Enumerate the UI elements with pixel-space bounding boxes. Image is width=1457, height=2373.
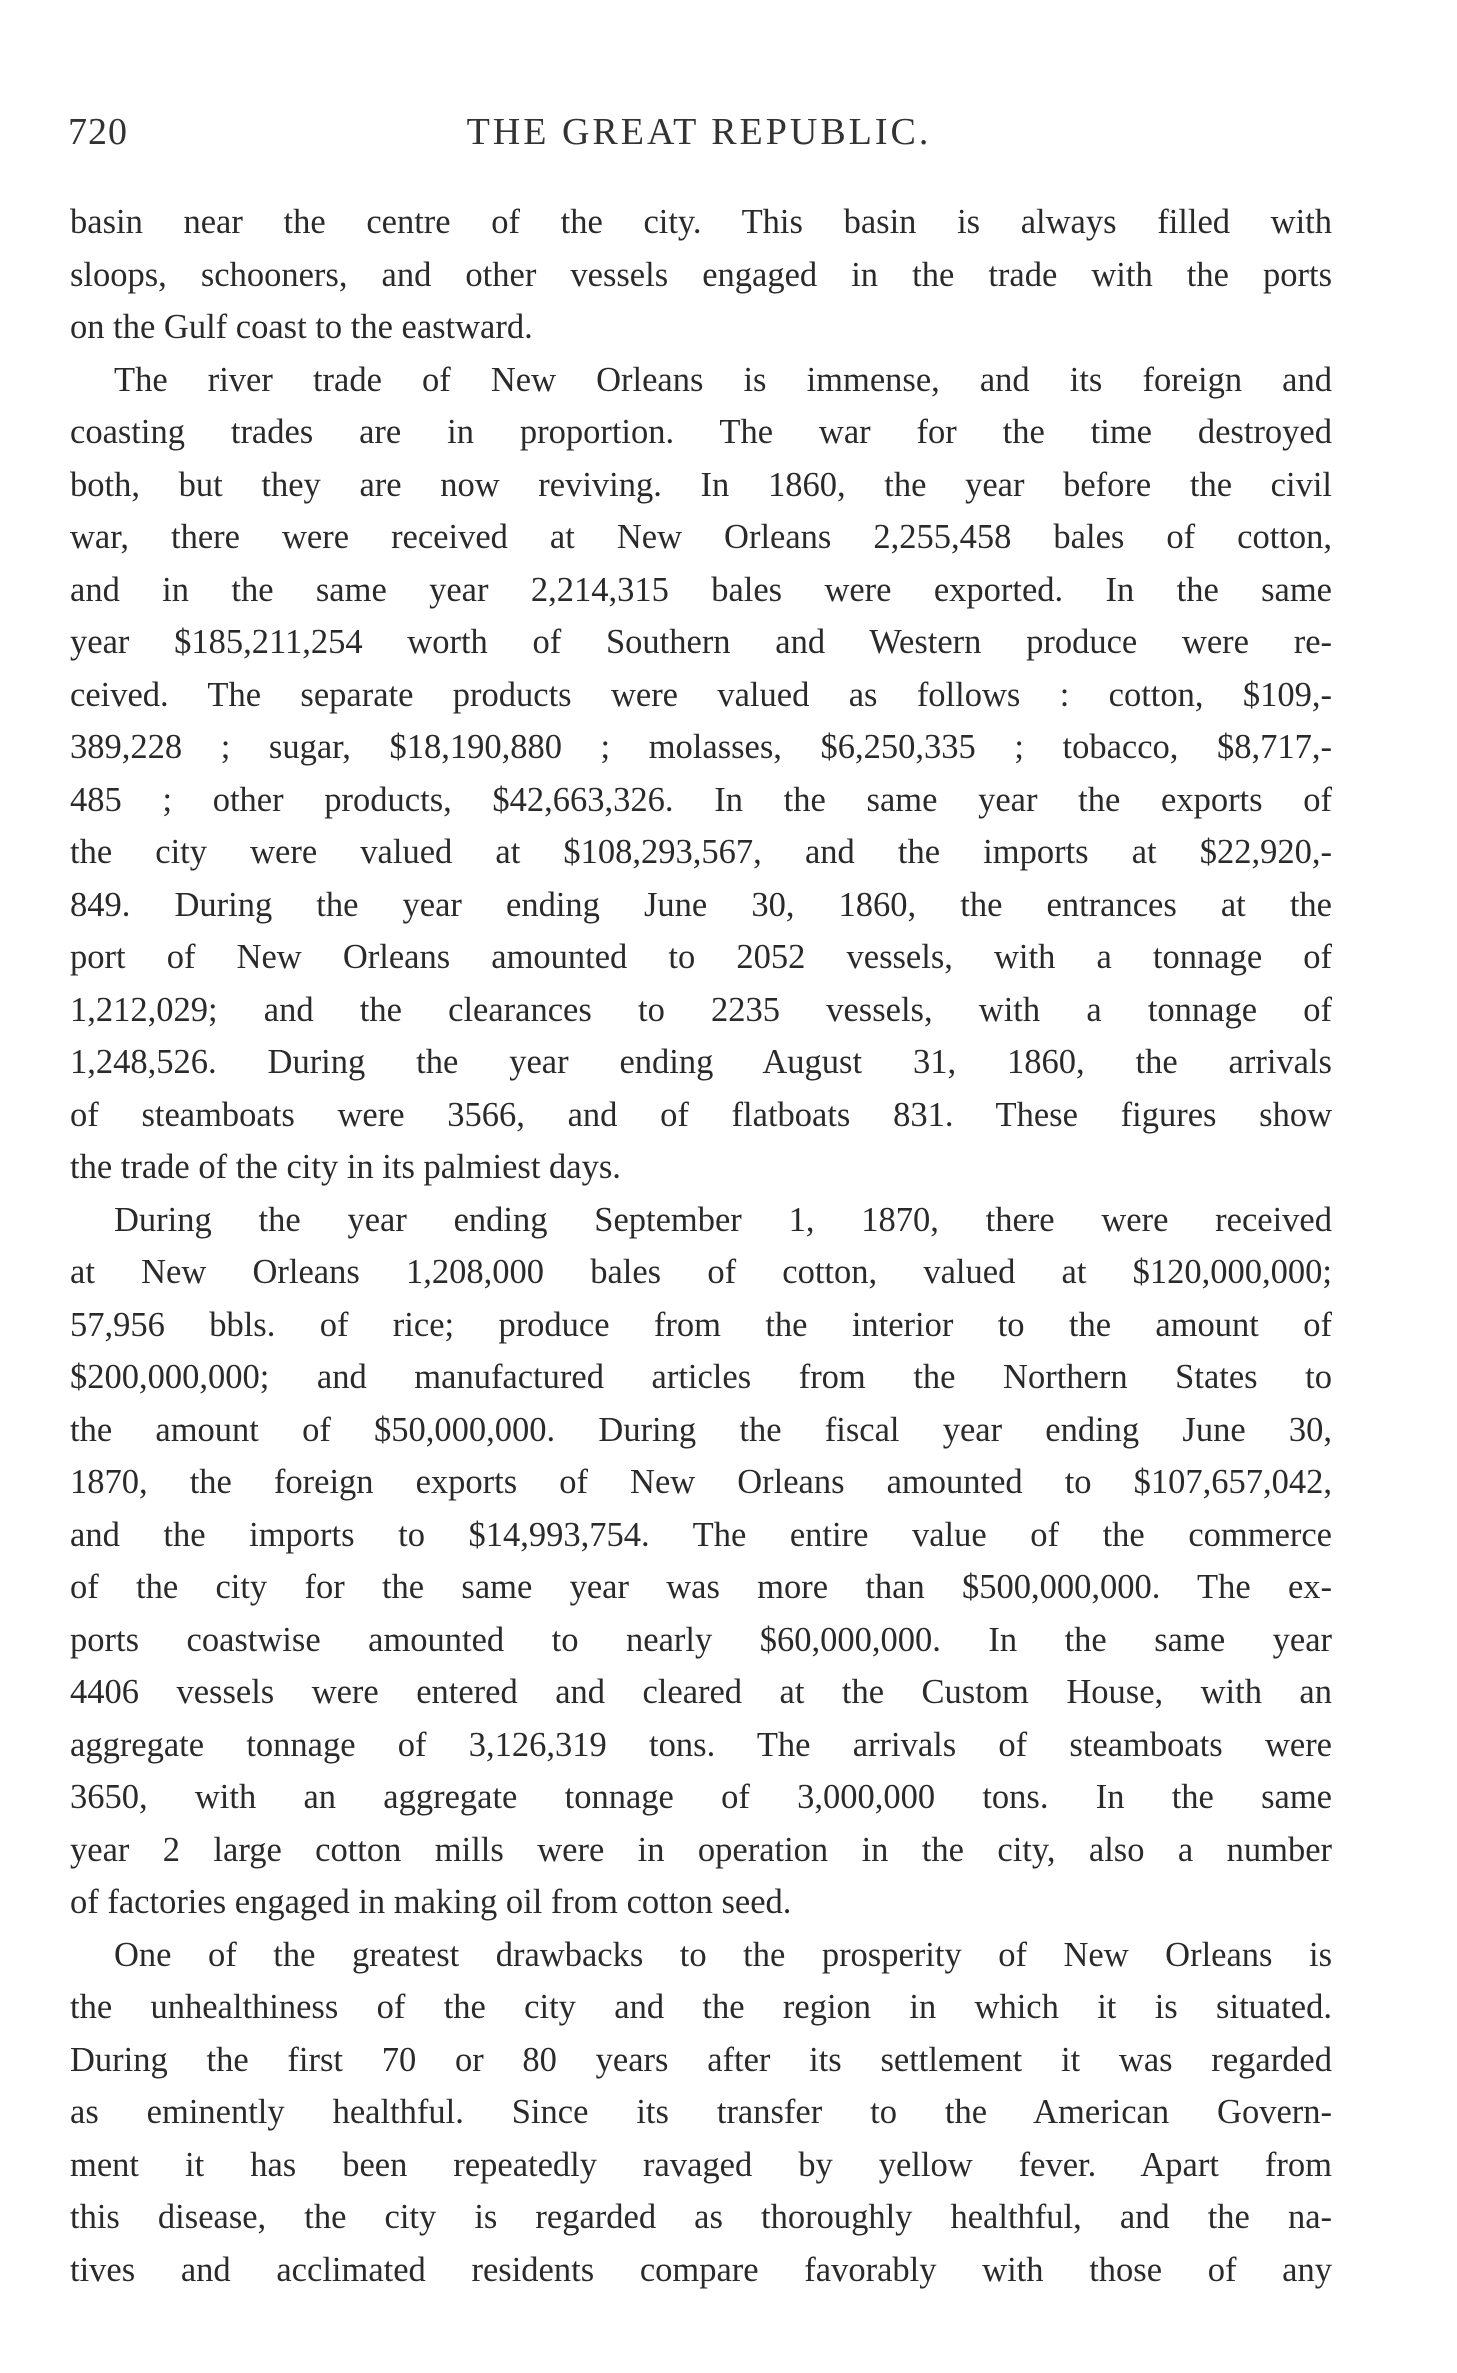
text-line: year 2 large cotton mills were in operation in the city, also a number [70,1830,1332,1869]
text-line: 57,956 bbls. of rice; produce from the interior to the amount of [70,1305,1332,1344]
text-line: year $185,211,254 worth of Southern and Western produce were re- [70,623,1332,661]
text-line: 849. During the year ending June 30, 1860, the entrances at the [70,885,1332,924]
text-line: war, there were received at New Orleans 2,255,458 bales of cotton, [70,518,1332,556]
text-line: 485 ; other products, $42,663,326. In the same year the exports of [70,780,1332,819]
text-line: tives and acclimated residents compare favorably with those of any [70,2250,1332,2289]
text-line: basin near the centre of the city. This basin is always filled with [70,203,1332,241]
text-line: $200,000,000; and manufactured articles from the Northern States to [70,1358,1332,1396]
text-line: ment it has been repeatedly ravaged by yellow fever. Apart from [70,2145,1332,2184]
text-line: both, but they are now reviving. In 1860, the year before the civil [70,465,1332,504]
text-line: at New Orleans 1,208,000 bales of cotton, valued at $120,000,000; [70,1253,1332,1291]
text-line: the unhealthiness of the city and the region in which it is situated. [70,1988,1332,2026]
text-line: coasting trades are in proportion. The war for the time destroyed [70,413,1332,451]
text-line: ports coastwise amounted to nearly $60,000,000. In the same year [70,1620,1332,1659]
text-line: the amount of $50,000,000. During the fiscal year ending June 30, [70,1410,1332,1449]
text-line: of the city for the same year was more than $500,000,000. The ex- [70,1568,1332,1606]
text-line: the city were valued at $108,293,567, and the imports at $22,920,- [70,833,1332,871]
text-line: 389,228 ; sugar, $18,190,880 ; molasses, $6,250,335 ; tobacco, $8,717,- [70,728,1332,766]
text-line: 3650, with an aggregate tonnage of 3,000,000 tons. In the same [70,1778,1332,1816]
page-number: 720 [68,111,128,153]
text-line: the trade of the city in its palmiest days. [70,1148,621,1186]
text-line: and the imports to $14,993,754. The entire value of the commerce [70,1515,1332,1554]
text-line: and in the same year 2,214,315 bales were exported. In the same [70,570,1332,609]
text-line: of factories engaged in making oil from cotton seed. [70,1883,792,1921]
body-text [70,196,1332,2296]
text-line: One of the greatest drawbacks to the prosperity of New Orleans is [114,1935,1332,1974]
running-head: THE GREAT REPUBLIC. [466,111,932,153]
text-line: During the year ending September 1, 1870, there were received [114,1200,1332,1239]
text-line: The river trade of New Orleans is immense, and its foreign and [114,360,1332,399]
text-line: this disease, the city is regarded as thoroughly healthful, and the na- [70,2198,1332,2236]
text-line: ceived. The separate products were valued as follows : cotton, $109,- [70,675,1332,714]
text-line: 1,212,029; and the clearances to 2235 vessels, with a tonnage of [70,990,1332,1029]
text-line: port of New Orleans amounted to 2052 vessels, with a tonnage of [70,938,1332,976]
text-line: on the Gulf coast to the eastward. [70,308,533,346]
text-line: 1,248,526. During the year ending August 31, 1860, the arrivals [70,1043,1332,1081]
page-header [68,110,1330,160]
text-line: of steamboats were 3566, and of flatboats 831. These figures show [70,1095,1332,1134]
text-line: sloops, schooners, and other vessels engaged in the trade with the ports [70,255,1332,294]
text-line: as eminently healthful. Since its transfer to the American Govern- [70,2093,1332,2131]
text-line: aggregate tonnage of 3,126,319 tons. The arrivals of steamboats were [70,1725,1332,1764]
text-line: 1870, the foreign exports of New Orleans amounted to $107,657,042, [70,1463,1332,1501]
text-line: 4406 vessels were entered and cleared at the Custom House, with an [70,1673,1332,1711]
text-line: During the first 70 or 80 years after its settlement it was regarded [70,2040,1332,2079]
